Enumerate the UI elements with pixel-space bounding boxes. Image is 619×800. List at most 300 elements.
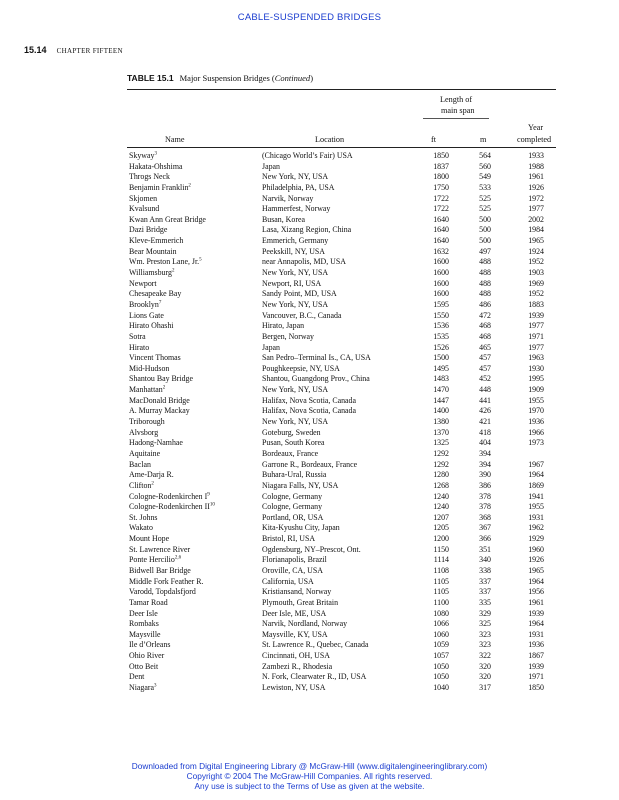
span-m: 378 — [479, 491, 491, 501]
year-completed: 1933 — [528, 151, 544, 160]
bridge-name: MacDonald Bridge — [129, 395, 190, 405]
bridge-location: Maysville, KY, USA — [262, 629, 328, 639]
table-row — [127, 172, 556, 183]
bridge-name: Varodd, Topdalsfjord — [129, 587, 196, 597]
span-ft: 1240 — [433, 491, 449, 501]
span-m: 337 — [479, 576, 491, 586]
table-row — [127, 406, 556, 417]
table-row — [127, 279, 556, 290]
year-completed: 1929 — [528, 534, 544, 544]
year-completed: 1952 — [528, 257, 544, 267]
bridge-name: Niagara$^3$ — [129, 683, 157, 693]
bridge-name: Hirato Ohashi — [129, 321, 174, 331]
span-m: 448 — [479, 385, 491, 395]
table-title: Major Suspension Bridges ( — [179, 73, 275, 83]
chapter-label: CHAPTER FIFTEEN — [56, 47, 123, 55]
year-completed: 1952 — [528, 289, 544, 299]
bridge-location: Peekskill, NY, USA — [262, 246, 325, 256]
span-m: 488 — [479, 278, 491, 288]
table-row — [127, 215, 556, 226]
bridge-location: N. Fork, Clearwater R., ID, USA — [262, 672, 367, 682]
span-ft: 1050 — [433, 672, 449, 682]
span-m: 472 — [479, 310, 491, 320]
table-row — [127, 162, 556, 173]
footnote-marker: 9 — [207, 491, 210, 497]
table-top-rule — [127, 89, 556, 90]
running-banner: CABLE-SUSPENDED BRIDGES — [237, 12, 382, 23]
span-ft: 1470 — [433, 385, 449, 395]
span-ft: 1483 — [433, 374, 449, 384]
table-row — [127, 683, 556, 694]
table-row — [127, 470, 556, 481]
year-completed: 1930 — [528, 363, 544, 373]
span-m: 338 — [479, 565, 491, 575]
table-row — [127, 428, 556, 439]
bridge-location: Zambezi R., Rhodesia — [262, 661, 333, 671]
table-row — [127, 332, 556, 343]
span-ft: 1240 — [433, 502, 449, 512]
span-m: 390 — [479, 470, 491, 480]
span-ft: 1325 — [433, 438, 449, 448]
bridge-name: St. Lawrence River — [129, 544, 191, 554]
bridge-location: Halifax, Nova Scotia, Canada — [262, 406, 356, 416]
year-completed: 1850 — [528, 683, 544, 693]
year-completed: 1883 — [528, 299, 544, 309]
header-year-line2: completed — [517, 135, 552, 144]
bridge-location: (Chicago World’s Fair) USA — [262, 151, 353, 160]
span-m: 366 — [479, 534, 491, 544]
span-ft: 1268 — [433, 480, 449, 490]
bridge-name: Ame-Darja R. — [129, 470, 174, 480]
span-m: 394 — [479, 459, 491, 469]
bridge-location: San Pedro–Terminal Is., CA, USA — [262, 353, 371, 363]
bridge-location: Buhara-Ural, Russia — [262, 470, 327, 480]
year-completed: 1926 — [528, 182, 544, 192]
span-ft: 1105 — [433, 576, 449, 586]
table-row — [127, 374, 556, 385]
footnote-marker: 3 — [153, 683, 157, 689]
header-length-line2: main span — [441, 106, 475, 115]
span-ft: 1495 — [433, 363, 449, 373]
footnote-marker: 2,6 — [174, 555, 182, 561]
table-row — [127, 555, 556, 566]
bridge-location: Bristol, RI, USA — [262, 534, 316, 544]
span-ft: 1100 — [433, 597, 449, 607]
footnote-marker: 10 — [209, 502, 215, 508]
span-ft: 1722 — [433, 204, 449, 214]
bridge-location: Vancouver, B.C., Canada — [262, 310, 342, 320]
year-completed: 1964 — [528, 619, 544, 629]
span-m: 317 — [479, 683, 491, 693]
bridge-name: Ponte Hercilio$^{2,6}$ — [129, 555, 182, 565]
table-row — [127, 640, 556, 651]
table-caption — [127, 73, 313, 83]
year-completed: 1956 — [528, 587, 544, 597]
year-completed: 1977 — [528, 321, 544, 331]
span-ft: 1550 — [433, 310, 449, 320]
bridge-name: Tamar Road — [129, 597, 168, 607]
year-completed: 1909 — [528, 385, 544, 395]
span-ft: 1640 — [433, 225, 449, 235]
header-ft: ft — [431, 135, 437, 144]
span-ft: 1600 — [433, 289, 449, 299]
year-completed: 1970 — [528, 406, 544, 416]
span-ft: 1640 — [433, 236, 449, 246]
span-m: 564 — [479, 151, 491, 160]
bridge-name: Kleve-Emmerich — [129, 236, 184, 246]
span-ft: 1380 — [433, 417, 449, 427]
table-row — [127, 449, 556, 460]
span-m: 418 — [479, 427, 491, 437]
bridge-name: Newport — [129, 278, 157, 288]
table-row — [127, 289, 556, 300]
year-completed: 1936 — [528, 417, 544, 427]
bridge-location: Hirato, Japan — [262, 321, 305, 331]
span-m: 488 — [479, 257, 491, 267]
bridge-location: Niagara Falls, NY, USA — [262, 480, 339, 490]
bridge-name: Deer Isle — [129, 608, 158, 618]
footnote-marker: 5 — [199, 257, 202, 263]
page-header — [24, 45, 123, 55]
footer-line-1[interactable]: Downloaded from Digital Engineering Library @ McGraw-Hill (www.digitalengineeringlibrary.com) — [131, 761, 488, 771]
span-ft: 1200 — [433, 534, 449, 544]
bridge-name: Benjamin Franklin$^2$ — [129, 182, 191, 192]
bridge-name: Shantou Bay Bridge — [129, 374, 193, 384]
bridge-location: Plymouth, Great Britain — [262, 597, 339, 607]
year-completed: 1965 — [528, 565, 544, 575]
bridge-location: Oroville, CA, USA — [262, 565, 323, 575]
table-row — [127, 534, 556, 545]
span-m: 323 — [479, 640, 491, 650]
span-m: 378 — [479, 502, 491, 512]
header-length-line1: Length of — [440, 95, 473, 104]
year-completed: 1963 — [528, 353, 544, 363]
table-row — [127, 587, 556, 598]
bridge-name: Cologne-Rodenkirchen $I^9$ — [129, 491, 210, 501]
span-ft: 1500 — [433, 353, 449, 363]
table-row — [127, 151, 556, 162]
span-m: 386 — [479, 480, 491, 490]
span-ft: 1600 — [433, 268, 449, 278]
bridge-name: A. Murray Mackay — [129, 406, 190, 416]
year-completed: 1984 — [528, 225, 544, 235]
table-row — [127, 204, 556, 215]
table-row — [127, 438, 556, 449]
table-row — [127, 194, 556, 205]
table-header-rule — [127, 147, 556, 148]
bridge-location: Cincinnati, OH, USA — [262, 651, 330, 661]
span-m: 465 — [479, 342, 491, 352]
length-span-rule — [423, 118, 489, 119]
bridge-location: Lasa, Xizang Region, China — [262, 225, 352, 235]
year-completed: 1995 — [528, 374, 544, 384]
table-row — [127, 481, 556, 492]
bridge-name: Williamsburg$^2$ — [129, 268, 175, 278]
bridge-location: Bordeaux, France — [262, 448, 319, 458]
span-m: 525 — [479, 193, 491, 203]
table-row — [127, 502, 556, 513]
span-ft: 1207 — [433, 512, 449, 522]
span-ft: 1080 — [433, 608, 449, 618]
bridge-name: Maysville — [129, 629, 161, 639]
span-m: 329 — [479, 608, 491, 618]
year-completed: 1977 — [528, 204, 544, 214]
table-row — [127, 662, 556, 673]
bridge-location: Cologne, Germany — [262, 491, 323, 501]
span-ft: 1750 — [433, 182, 449, 192]
table-row — [127, 396, 556, 407]
span-ft: 1040 — [433, 683, 449, 693]
bridge-location: near Annapolis, MD, USA — [262, 257, 346, 267]
page-number: 15.14 — [24, 45, 47, 55]
bridge-location: Halifax, Nova Scotia, Canada — [262, 395, 356, 405]
span-m: 468 — [479, 331, 491, 341]
bridge-name: Vincent Thomas — [129, 353, 181, 363]
table-row — [127, 545, 556, 556]
header-name: Name — [165, 135, 185, 144]
span-ft: 1800 — [433, 172, 449, 182]
span-ft: 1595 — [433, 299, 449, 309]
bridge-name: Chesapeake Bay — [129, 289, 182, 299]
bridge-name: Brooklyn$^7$ — [129, 299, 162, 309]
span-ft: 1292 — [433, 459, 449, 469]
span-m: 488 — [479, 268, 491, 278]
bridge-location: California, USA — [262, 576, 314, 586]
bridge-location: Deer Isle, ME, USA — [262, 608, 327, 618]
footnote-marker: 7 — [158, 300, 162, 306]
span-m: 457 — [479, 353, 491, 363]
span-m: 335 — [479, 597, 491, 607]
span-m: 500 — [479, 236, 491, 246]
table-row — [127, 598, 556, 609]
bridge-name: Baclan — [129, 459, 151, 469]
bridge-location: Poughkeepsie, NY, USA — [262, 363, 340, 373]
year-completed: 1955 — [528, 502, 544, 512]
span-m: 549 — [479, 172, 491, 182]
bridge-location: Philadelphia, PA, USA — [262, 182, 335, 192]
span-m: 486 — [479, 299, 491, 309]
span-m: 560 — [479, 161, 491, 171]
year-completed: 1967 — [528, 459, 544, 469]
year-completed: 1926 — [528, 555, 544, 565]
span-m: 500 — [479, 225, 491, 235]
table-row — [127, 577, 556, 588]
year-completed: 1972 — [528, 193, 544, 203]
bridge-location: Pusan, South Korea — [262, 438, 325, 448]
table-body — [127, 151, 556, 694]
year-completed: 1939 — [528, 310, 544, 320]
span-m: 497 — [479, 246, 491, 256]
footnote-marker: 2 — [151, 481, 154, 487]
bridge-location: Hammerfest, Norway — [262, 204, 331, 214]
span-m: 457 — [479, 363, 491, 373]
span-ft: 1447 — [433, 395, 449, 405]
year-completed: 1988 — [528, 161, 544, 171]
year-completed: 1977 — [528, 342, 544, 352]
bridge-name: Clifton$^2$ — [129, 480, 154, 490]
span-ft: 1632 — [433, 246, 449, 256]
table-row — [127, 364, 556, 375]
bridge-name: Hakata-Ohshima — [129, 161, 183, 171]
table-row — [127, 460, 556, 471]
span-ft: 1150 — [433, 544, 449, 554]
bridge-location: Narvik, Norway — [262, 193, 314, 203]
bridge-location: Bergen, Norway — [262, 331, 315, 341]
year-completed: 1971 — [528, 331, 544, 341]
year-completed: 1971 — [528, 672, 544, 682]
table-row — [127, 492, 556, 503]
span-m: 323 — [479, 629, 491, 639]
span-m: 320 — [479, 661, 491, 671]
bridge-location: Sandy Point, MD, USA — [262, 289, 337, 299]
table-row — [127, 619, 556, 630]
bridge-location: St. Lawrence R., Quebec, Canada — [262, 640, 369, 650]
span-m: 533 — [479, 182, 491, 192]
bridge-name: Cologne-Rodenkirchen II$^{10}$ — [129, 502, 215, 512]
table-row — [127, 257, 556, 268]
bridge-location: New York, NY, USA — [262, 299, 329, 309]
bridge-location: Narvik, Nordland, Norway — [262, 619, 348, 629]
year-completed: 1969 — [528, 278, 544, 288]
bridge-name: Mount Hope — [129, 534, 170, 544]
year-completed: 1961 — [528, 597, 544, 607]
bridge-name: Rombaks — [129, 619, 159, 629]
header-year-line1: Year — [528, 123, 544, 132]
span-ft: 1108 — [433, 565, 449, 575]
bridge-location: Newport, RI, USA — [262, 278, 322, 288]
year-completed: 1973 — [528, 438, 544, 448]
year-completed: 1955 — [528, 395, 544, 405]
span-ft: 1837 — [433, 161, 449, 171]
bridge-name: Hirato — [129, 342, 150, 352]
bridge-location: Florianapolis, Brazil — [262, 555, 327, 565]
footer-line-2: Copyright © 2004 The McGraw-Hill Companies. All rights reserved. — [186, 771, 433, 781]
year-completed: 1964 — [528, 470, 544, 480]
table-title-continued: Continued — [274, 73, 311, 83]
bridge-location: Ogdensburg, NY–Prescot, Ont. — [262, 544, 361, 554]
bridge-name: Otto Beit — [129, 661, 159, 671]
bridge-name: Skyway$^3$ — [129, 151, 157, 160]
span-ft: 1850 — [433, 151, 449, 160]
bridge-location: New York, NY, USA — [262, 385, 329, 395]
bridge-location: New York, NY, USA — [262, 172, 329, 182]
bridge-name: Skjomen — [129, 193, 158, 203]
bridge-name: Ohio River — [129, 651, 165, 661]
span-m: 367 — [479, 523, 491, 533]
bridge-name: Middle Fork Feather R. — [129, 576, 204, 586]
year-completed: 1939 — [528, 608, 544, 618]
span-m: 525 — [479, 204, 491, 214]
table-row — [127, 311, 556, 322]
footnote-marker: 2 — [162, 385, 166, 391]
span-m: 421 — [479, 417, 491, 427]
year-completed: 2002 — [528, 214, 544, 224]
span-m: 320 — [479, 672, 491, 682]
table-title-close: ) — [310, 73, 314, 83]
bridge-location: Japan — [262, 342, 280, 352]
bridge-name: Ile d’Orleans — [129, 640, 171, 650]
table-row — [127, 609, 556, 620]
table-row — [127, 513, 556, 524]
bridge-location: Cologne, Germany — [262, 502, 323, 512]
table-row — [127, 417, 556, 428]
bridge-name: Dent — [129, 672, 145, 682]
span-m: 426 — [479, 406, 491, 416]
span-ft: 1370 — [433, 427, 449, 437]
bridge-location: Kita-Kyushu City, Japan — [262, 523, 340, 533]
bridge-name: Wakato — [129, 523, 153, 533]
span-m: 500 — [479, 214, 491, 224]
year-completed: 1936 — [528, 640, 544, 650]
footnote-marker: 2 — [171, 268, 175, 274]
header-m: m — [480, 135, 487, 144]
span-ft: 1722 — [433, 193, 449, 203]
year-completed: 1931 — [528, 629, 544, 639]
table-row — [127, 268, 556, 279]
span-ft: 1280 — [433, 470, 449, 480]
span-m: 452 — [479, 374, 491, 384]
table-row — [127, 321, 556, 332]
bridge-name: Manhattan$^2$ — [129, 385, 166, 395]
bridge-name: Lions Gate — [129, 310, 164, 320]
span-ft: 1114 — [433, 555, 449, 565]
bridge-name: Dazi Bridge — [129, 225, 168, 235]
span-m: 322 — [479, 651, 491, 661]
span-ft: 1105 — [433, 587, 449, 597]
table-row — [127, 523, 556, 534]
table-row — [127, 343, 556, 354]
bridge-name: Kwan Ann Great Bridge — [129, 214, 206, 224]
bridge-location: Shantou, Guangdong Prov., China — [262, 374, 370, 384]
span-ft: 1066 — [433, 619, 449, 629]
bridge-name: Kvalsund — [129, 204, 160, 214]
bridge-name: Triborough — [129, 417, 165, 427]
bridge-location: Lewiston, NY, USA — [262, 683, 326, 693]
bridge-location: Goteburg, Sweden — [262, 427, 321, 437]
span-ft: 1600 — [433, 278, 449, 288]
bridge-name: Hadong-Namhae — [129, 438, 183, 448]
bridge-name: Throgs Neck — [129, 172, 170, 182]
table-row — [127, 183, 556, 194]
span-m: 325 — [479, 619, 491, 629]
download-footer — [0, 761, 619, 791]
span-ft: 1600 — [433, 257, 449, 267]
year-completed: 1939 — [528, 661, 544, 671]
year-completed: 1964 — [528, 576, 544, 586]
bridge-name: Mid-Hudson — [129, 363, 170, 373]
table-row — [127, 247, 556, 258]
span-m: 337 — [479, 587, 491, 597]
span-m: 351 — [479, 544, 491, 554]
span-ft: 1535 — [433, 331, 449, 341]
span-m: 468 — [479, 321, 491, 331]
table-row — [127, 300, 556, 311]
year-completed: 1961 — [528, 172, 544, 182]
bridge-location: Kristiansand, Norway — [262, 587, 332, 597]
year-completed: 1941 — [528, 491, 544, 501]
span-m: 394 — [479, 448, 491, 458]
span-ft: 1400 — [433, 406, 449, 416]
span-m: 340 — [479, 555, 491, 565]
span-m: 368 — [479, 512, 491, 522]
span-ft: 1292 — [433, 448, 449, 458]
span-ft: 1050 — [433, 661, 449, 671]
table-row — [127, 672, 556, 683]
bridge-name: Wm. Preston Lane, Jr.$^5$ — [129, 257, 202, 267]
bridge-location: Japan — [262, 161, 280, 171]
year-completed: 1867 — [528, 651, 544, 661]
year-completed: 1965 — [528, 236, 544, 246]
